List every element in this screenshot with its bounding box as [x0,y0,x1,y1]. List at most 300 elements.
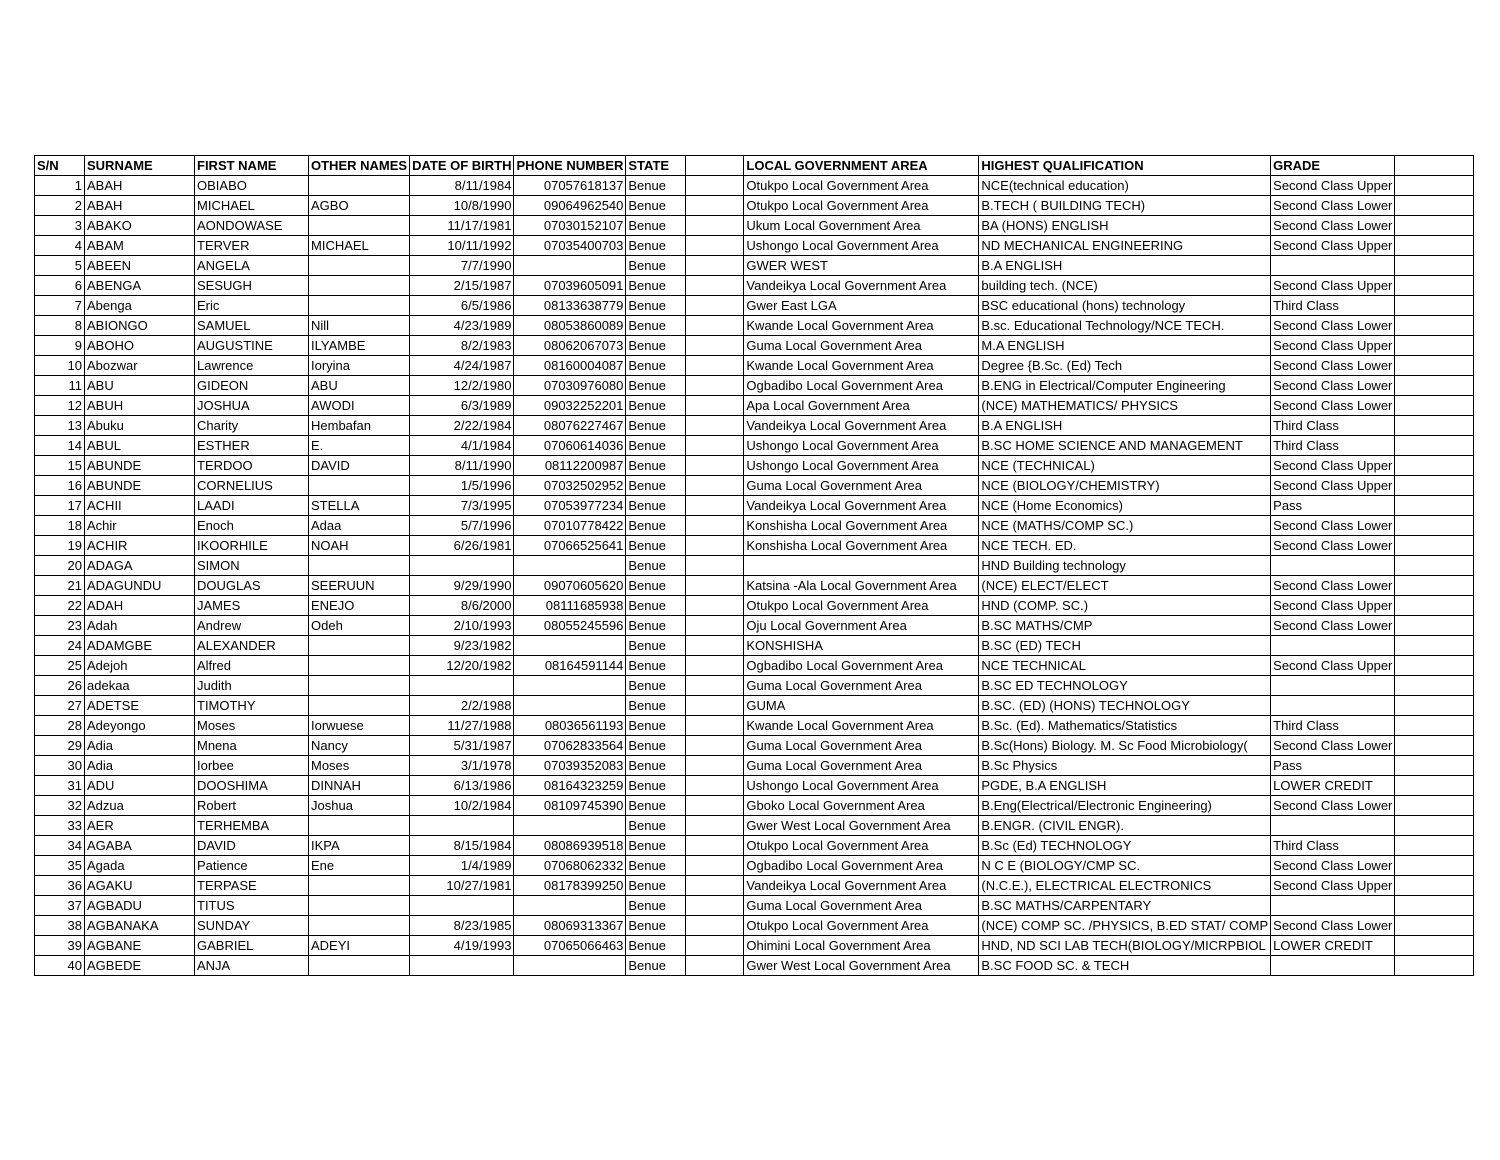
cell-dob: 5/7/1996 [410,516,514,536]
cell-lga: Ushongo Local Government Area [744,236,979,256]
cell-other-names [309,216,410,236]
cell-lga: Otukpo Local Government Area [744,596,979,616]
cell-extra [1395,416,1474,436]
cell-grade [1271,636,1395,656]
cell-phone [514,956,626,976]
table-row [35,916,1474,936]
cell-dob [410,956,514,976]
cell-dob [410,556,514,576]
cell-dob: 2/2/1988 [410,696,514,716]
table-row [35,516,1474,536]
cell-lga: Ogbadibo Local Government Area [744,856,979,876]
cell-empty [686,716,744,736]
cell-qualification: B.Sc(Hons) Biology. M. Sc Food Microbiology( [979,736,1271,756]
cell-surname: Adejoh [85,656,195,676]
cell-grade: Second Class Upper [1271,236,1395,256]
cell-phone: 08178399250 [514,876,626,896]
cell-first-name: ESTHER [195,436,309,456]
cell-other-names: Adaa [309,516,410,536]
cell-dob: 1/4/1989 [410,856,514,876]
cell-surname: Adeyongo [85,716,195,736]
cell-sn: 38 [35,916,85,936]
cell-surname: ABUNDE [85,456,195,476]
cell-other-names: Nancy [309,736,410,756]
cell-first-name: Andrew [195,616,309,636]
cell-first-name: SESUGH [195,276,309,296]
cell-state: Benue [626,656,686,676]
cell-other-names [309,276,410,296]
cell-surname: ABAKO [85,216,195,236]
table-row [35,556,1474,576]
cell-extra [1395,796,1474,816]
cell-grade [1271,896,1395,916]
cell-first-name: Charity [195,416,309,436]
cell-phone [514,696,626,716]
cell-qualification: building tech. (NCE) [979,276,1271,296]
cell-lga: GWER WEST [744,256,979,276]
cell-dob: 9/23/1982 [410,636,514,656]
cell-dob: 3/1/1978 [410,756,514,776]
cell-empty [686,356,744,376]
cell-surname: ABUL [85,436,195,456]
table-row [35,796,1474,816]
cell-grade [1271,676,1395,696]
header-first-name: FIRST NAME [195,156,309,176]
cell-sn: 5 [35,256,85,276]
cell-qualification: B.sc. Educational Technology/NCE TECH. [979,316,1271,336]
cell-first-name: Robert [195,796,309,816]
cell-dob: 8/11/1990 [410,456,514,476]
cell-extra [1395,456,1474,476]
cell-empty [686,676,744,696]
cell-lga: Guma Local Government Area [744,736,979,756]
cell-qualification: B.ENGR. (CIVIL ENGR). [979,816,1271,836]
table-row [35,656,1474,676]
cell-other-names: Hembafan [309,416,410,436]
cell-qualification: B.SC FOOD SC. & TECH [979,956,1271,976]
cell-surname: AGBEDE [85,956,195,976]
cell-grade [1271,556,1395,576]
cell-qualification: M.A ENGLISH [979,336,1271,356]
cell-first-name: TERDOO [195,456,309,476]
cell-empty [686,236,744,256]
cell-lga: Ohimini Local Government Area [744,936,979,956]
cell-grade: Second Class Lower [1271,516,1395,536]
cell-grade: Second Class Lower [1271,396,1395,416]
cell-extra [1395,596,1474,616]
header-extra [1395,156,1474,176]
cell-lga: Ushongo Local Government Area [744,456,979,476]
cell-empty [686,496,744,516]
cell-other-names [309,916,410,936]
cell-state: Benue [626,216,686,236]
cell-phone: 09070605620 [514,576,626,596]
cell-first-name: LAADI [195,496,309,516]
cell-other-names: AGBO [309,196,410,216]
cell-other-names: Nill [309,316,410,336]
cell-first-name: Enoch [195,516,309,536]
cell-first-name: Patience [195,856,309,876]
cell-dob: 10/2/1984 [410,796,514,816]
cell-qualification: B.SC. (ED) (HONS) TECHNOLOGY [979,696,1271,716]
cell-extra [1395,276,1474,296]
cell-other-names [309,636,410,656]
cell-extra [1395,476,1474,496]
cell-first-name: TERPASE [195,876,309,896]
cell-sn: 32 [35,796,85,816]
cell-state: Benue [626,796,686,816]
cell-empty [686,576,744,596]
cell-lga: Guma Local Government Area [744,676,979,696]
cell-first-name: TERVER [195,236,309,256]
cell-qualification: BA (HONS) ENGLISH [979,216,1271,236]
cell-sn: 35 [35,856,85,876]
cell-extra [1395,616,1474,636]
cell-state: Benue [626,856,686,876]
table-row [35,776,1474,796]
cell-lga: Gwer East LGA [744,296,979,316]
cell-empty [686,416,744,436]
table-row [35,876,1474,896]
cell-first-name: Eric [195,296,309,316]
cell-state: Benue [626,336,686,356]
cell-other-names: DINNAH [309,776,410,796]
cell-other-names: AWODI [309,396,410,416]
cell-phone: 08053860089 [514,316,626,336]
cell-surname: AGBADU [85,896,195,916]
cell-lga: Konshisha Local Government Area [744,536,979,556]
cell-state: Benue [626,836,686,856]
cell-sn: 14 [35,436,85,456]
table-row [35,216,1474,236]
cell-extra [1395,736,1474,756]
header-grade: GRADE [1271,156,1395,176]
cell-empty [686,256,744,276]
cell-empty [686,616,744,636]
cell-empty [686,696,744,716]
cell-grade: Second Class Upper [1271,456,1395,476]
cell-extra [1395,236,1474,256]
cell-empty [686,756,744,776]
cell-dob: 4/23/1989 [410,316,514,336]
cell-state: Benue [626,816,686,836]
table-row [35,416,1474,436]
cell-lga: Kwande Local Government Area [744,316,979,336]
cell-lga: Kwande Local Government Area [744,356,979,376]
cell-sn: 8 [35,316,85,336]
cell-lga: Otukpo Local Government Area [744,836,979,856]
cell-dob [410,896,514,916]
cell-sn: 40 [35,956,85,976]
header-sn: S/N [35,156,85,176]
cell-phone: 08111685938 [514,596,626,616]
cell-other-names [309,896,410,916]
cell-state: Benue [626,396,686,416]
cell-phone: 08036561193 [514,716,626,736]
cell-state: Benue [626,256,686,276]
cell-qualification: B.SC MATHS/CMP [979,616,1271,636]
cell-other-names [309,656,410,676]
cell-sn: 23 [35,616,85,636]
cell-grade: Second Class Upper [1271,336,1395,356]
cell-sn: 24 [35,636,85,656]
cell-extra [1395,556,1474,576]
registration-table [34,155,1474,976]
cell-lga: Katsina -Ala Local Government Area [744,576,979,596]
cell-dob: 6/3/1989 [410,396,514,416]
cell-state: Benue [626,316,686,336]
cell-first-name: DOUGLAS [195,576,309,596]
cell-qualification: B.SC (ED) TECH [979,636,1271,656]
cell-first-name: Alfred [195,656,309,676]
cell-extra [1395,716,1474,736]
cell-state: Benue [626,636,686,656]
cell-state: Benue [626,716,686,736]
cell-extra [1395,656,1474,676]
table-row [35,496,1474,516]
cell-surname: AER [85,816,195,836]
cell-other-names: STELLA [309,496,410,516]
cell-first-name: JOSHUA [195,396,309,416]
header-other-names: OTHER NAMES [309,156,410,176]
cell-state: Benue [626,476,686,496]
cell-lga: Guma Local Government Area [744,896,979,916]
cell-qualification: N C E (BIOLOGY/CMP SC. [979,856,1271,876]
table-row [35,716,1474,736]
cell-surname: ADAGUNDU [85,576,195,596]
table-row [35,436,1474,456]
cell-first-name: TIMOTHY [195,696,309,716]
cell-phone [514,676,626,696]
table-row [35,476,1474,496]
cell-first-name: GABRIEL [195,936,309,956]
cell-other-names: Moses [309,756,410,776]
cell-qualification: NCE TECHNICAL [979,656,1271,676]
cell-extra [1395,496,1474,516]
cell-dob: 7/7/1990 [410,256,514,276]
cell-qualification: B.ENG in Electrical/Computer Engineering [979,376,1271,396]
cell-state: Benue [626,936,686,956]
cell-dob: 11/17/1981 [410,216,514,236]
cell-qualification: HND (COMP. SC.) [979,596,1271,616]
cell-extra [1395,536,1474,556]
table-row [35,296,1474,316]
cell-qualification: (NCE) COMP SC. /PHYSICS, B.ED STAT/ COMP [979,916,1271,936]
cell-state: Benue [626,516,686,536]
cell-sn: 37 [35,896,85,916]
header-empty [686,156,744,176]
cell-dob: 7/3/1995 [410,496,514,516]
header-phone: PHONE NUMBER [514,156,626,176]
cell-empty [686,736,744,756]
cell-first-name: AUGUSTINE [195,336,309,356]
cell-dob: 6/5/1986 [410,296,514,316]
cell-lga: Apa Local Government Area [744,396,979,416]
cell-first-name: Judith [195,676,309,696]
cell-qualification: B.Sc. (Ed). Mathematics/Statistics [979,716,1271,736]
cell-dob: 4/1/1984 [410,436,514,456]
cell-sn: 29 [35,736,85,756]
cell-state: Benue [626,376,686,396]
cell-extra [1395,636,1474,656]
cell-dob: 8/6/2000 [410,596,514,616]
cell-other-names [309,256,410,276]
cell-dob [410,676,514,696]
cell-qualification: B.Sc (Ed) TECHNOLOGY [979,836,1271,856]
cell-phone: 07065066463 [514,936,626,956]
cell-phone: 08055245596 [514,616,626,636]
cell-state: Benue [626,676,686,696]
cell-first-name: CORNELIUS [195,476,309,496]
cell-dob: 8/15/1984 [410,836,514,856]
cell-state: Benue [626,236,686,256]
cell-qualification: B.A ENGLISH [979,416,1271,436]
cell-state: Benue [626,196,686,216]
cell-other-names: ENEJO [309,596,410,616]
cell-dob: 5/31/1987 [410,736,514,756]
cell-qualification: Degree {B.Sc. (Ed) Tech [979,356,1271,376]
cell-state: Benue [626,696,686,716]
cell-surname: Agada [85,856,195,876]
cell-extra [1395,376,1474,396]
cell-phone: 08086939518 [514,836,626,856]
cell-grade: Second Class Lower [1271,916,1395,936]
cell-phone: 08160004087 [514,356,626,376]
cell-surname: ABU [85,376,195,396]
cell-grade: Second Class Upper [1271,876,1395,896]
cell-lga: GUMA [744,696,979,716]
cell-sn: 27 [35,696,85,716]
table-row [35,336,1474,356]
cell-sn: 18 [35,516,85,536]
cell-sn: 3 [35,216,85,236]
cell-dob: 2/10/1993 [410,616,514,636]
cell-other-names: Iorwuese [309,716,410,736]
table-row [35,596,1474,616]
cell-surname: Achir [85,516,195,536]
cell-surname: AGBANAKA [85,916,195,936]
cell-first-name: DAVID [195,836,309,856]
cell-other-names [309,816,410,836]
table-row [35,376,1474,396]
cell-grade: LOWER CREDIT [1271,936,1395,956]
cell-sn: 34 [35,836,85,856]
table-row [35,276,1474,296]
cell-state: Benue [626,916,686,936]
cell-phone [514,896,626,916]
cell-grade: Second Class Lower [1271,576,1395,596]
cell-grade: Second Class Lower [1271,796,1395,816]
cell-empty [686,636,744,656]
cell-state: Benue [626,356,686,376]
cell-state: Benue [626,556,686,576]
cell-state: Benue [626,276,686,296]
cell-lga: Gboko Local Government Area [744,796,979,816]
cell-phone: 08109745390 [514,796,626,816]
cell-extra [1395,896,1474,916]
cell-other-names [309,296,410,316]
cell-grade: Second Class Lower [1271,196,1395,216]
cell-grade: Pass [1271,756,1395,776]
cell-empty [686,176,744,196]
cell-phone: 07057618137 [514,176,626,196]
cell-lga: Otukpo Local Government Area [744,196,979,216]
cell-grade: Second Class Upper [1271,656,1395,676]
cell-other-names: ILYAMBE [309,336,410,356]
cell-empty [686,836,744,856]
cell-extra [1395,356,1474,376]
table-row [35,636,1474,656]
cell-phone: 08076227467 [514,416,626,436]
cell-lga: Vandeikya Local Government Area [744,496,979,516]
cell-dob [410,816,514,836]
cell-empty [686,536,744,556]
cell-sn: 2 [35,196,85,216]
cell-phone: 07035400703 [514,236,626,256]
cell-dob: 1/5/1996 [410,476,514,496]
cell-qualification: HND, ND SCI LAB TECH(BIOLOGY/MICRPBIOL [979,936,1271,956]
cell-extra [1395,316,1474,336]
cell-sn: 9 [35,336,85,356]
cell-grade: Pass [1271,496,1395,516]
cell-empty [686,456,744,476]
cell-first-name: Lawrence [195,356,309,376]
cell-extra [1395,216,1474,236]
cell-empty [686,276,744,296]
cell-phone: 09064962540 [514,196,626,216]
cell-other-names: DAVID [309,456,410,476]
cell-grade: Second Class Upper [1271,476,1395,496]
cell-surname: Abozwar [85,356,195,376]
cell-surname: ADAMGBE [85,636,195,656]
cell-surname: ABENGA [85,276,195,296]
cell-surname: ADETSE [85,696,195,716]
cell-qualification: B.Eng(Electrical/Electronic Engineering) [979,796,1271,816]
cell-grade: Second Class Upper [1271,276,1395,296]
cell-qualification: B.SC MATHS/CARPENTARY [979,896,1271,916]
cell-extra [1395,856,1474,876]
cell-sn: 17 [35,496,85,516]
cell-empty [686,656,744,676]
cell-empty [686,936,744,956]
cell-phone [514,256,626,276]
cell-other-names [309,956,410,976]
cell-dob: 4/24/1987 [410,356,514,376]
cell-dob: 8/11/1984 [410,176,514,196]
cell-qualification: B.A ENGLISH [979,256,1271,276]
cell-qualification: NCE (MATHS/COMP SC.) [979,516,1271,536]
cell-surname: ADAGA [85,556,195,576]
cell-phone: 07062833564 [514,736,626,756]
cell-state: Benue [626,756,686,776]
cell-other-names [309,556,410,576]
cell-surname: ABAM [85,236,195,256]
header-row [35,156,1474,176]
table-row [35,736,1474,756]
cell-surname: Adzua [85,796,195,816]
cell-extra [1395,676,1474,696]
cell-other-names: E. [309,436,410,456]
cell-surname: Abuku [85,416,195,436]
cell-surname: ABUH [85,396,195,416]
cell-surname: ABAH [85,176,195,196]
cell-lga: Ushongo Local Government Area [744,436,979,456]
cell-sn: 19 [35,536,85,556]
cell-grade [1271,816,1395,836]
cell-first-name: JAMES [195,596,309,616]
cell-phone: 07030152107 [514,216,626,236]
cell-grade: Second Class Upper [1271,596,1395,616]
